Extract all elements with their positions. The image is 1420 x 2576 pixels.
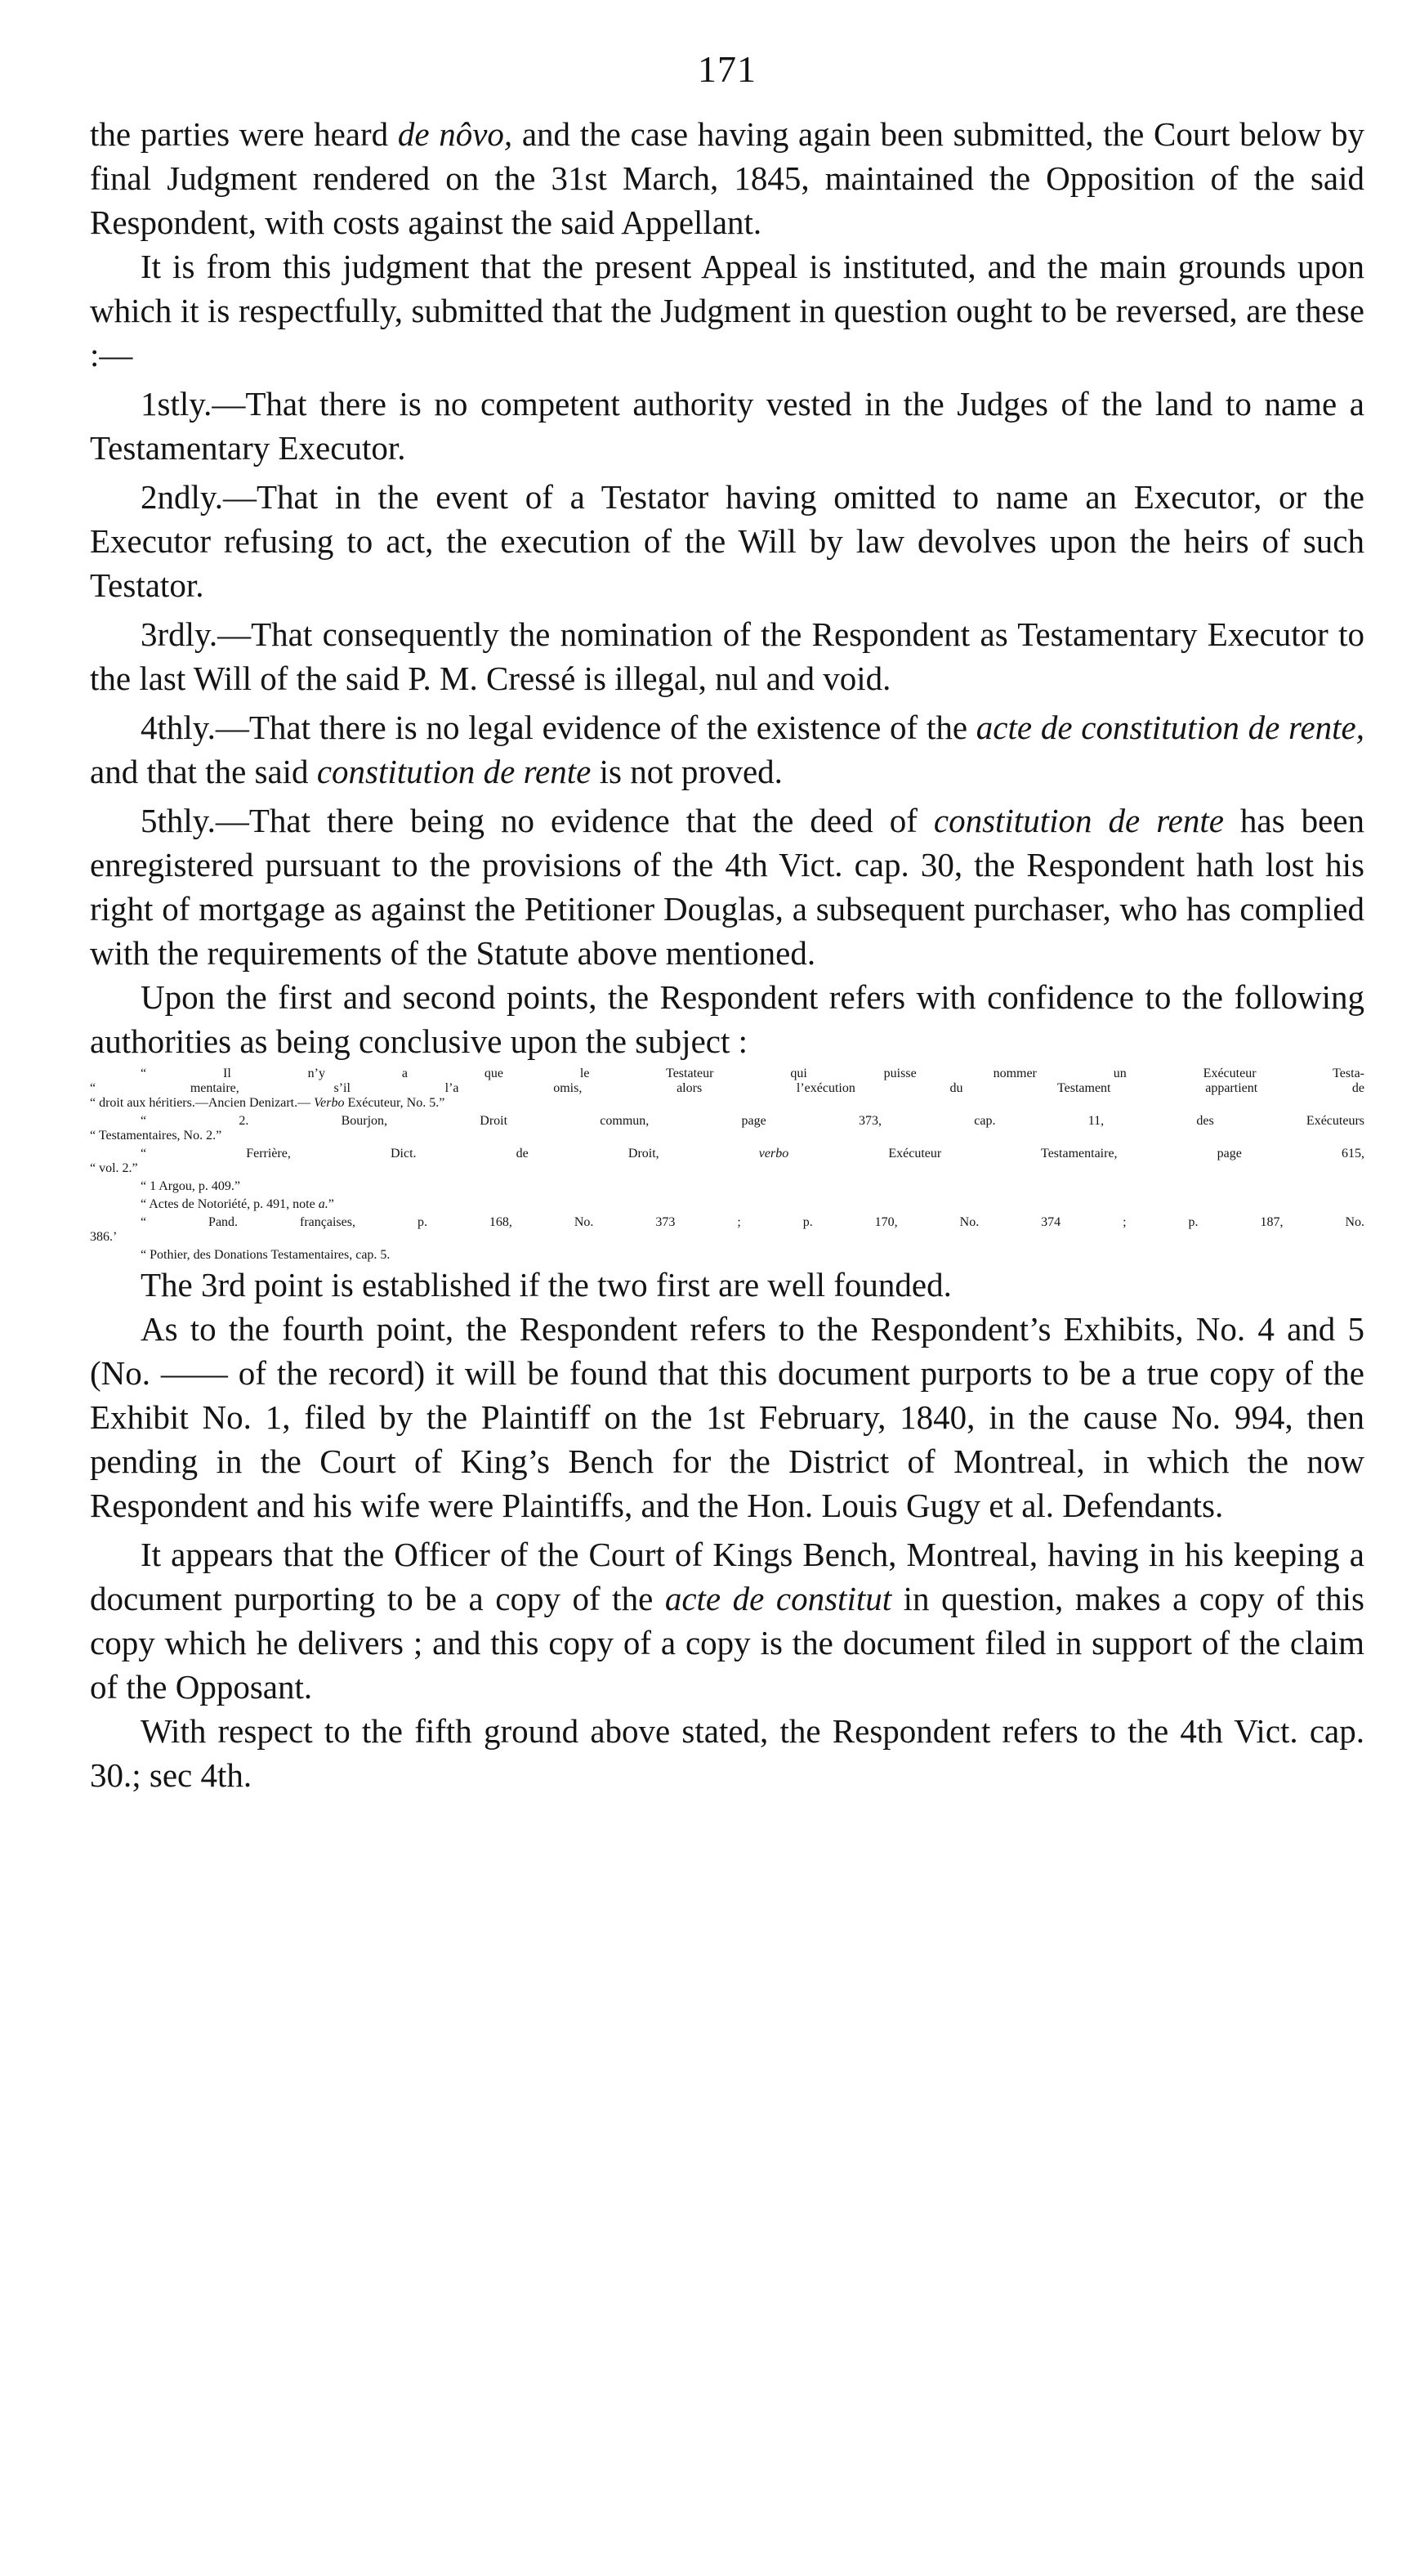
quote-line: “ vol. 2.” <box>90 1161 138 1175</box>
italic-phrase: constitution de rente <box>933 802 1224 839</box>
quote-text: “ droit aux héritiers.—Ancien Denizart.— <box>90 1096 315 1110</box>
paragraph-grounds-intro: It is from this judgment that the present Appeal is instituted, and the main grounds upon which it is respectfully, submitted that the Judgment in question ought to be reversed, are these :— <box>90 248 1364 373</box>
paragraph-text: and that the said <box>90 753 317 790</box>
paragraph-text: 4thly.—That there is no legal evidence of the existence of the <box>141 709 968 746</box>
quote-bourjon <box>90 1114 1364 1143</box>
paragraph-text: is not proved. <box>591 753 783 790</box>
italic-phrase: acte de constitut <box>664 1580 892 1617</box>
paragraph-text: It appears that the Officer of the Court of Kings Bench, Montreal, having in his keeping a document purporting to be a copy of the <box>90 1536 1364 1617</box>
quote-line: “ mentaire, s’il l’a omis, alors l’exécution du Testament appartient de <box>90 1081 1364 1095</box>
paragraph-ground-3: 3rdly.—That consequently the nomination of the Respondent as Testamentary Executor to the last Will of the said P. M. Cressé is illegal, nul and void. <box>90 615 1364 697</box>
paragraph-text: in question, makes a copy of this copy which he delivers ; and this copy of a copy is the document filed in support of the claim of the Opposant. <box>90 1580 1365 1706</box>
quote-line: “ Pothier, des Donations Testamentaires, cap. 5. <box>141 1248 391 1262</box>
paragraph-ground-5 <box>90 798 1364 975</box>
quote-pothier <box>90 1248 1364 1263</box>
quote-line: “ Il n’y a que le Testateur qui puisse nommer un Exécuteur Testa- <box>141 1067 1364 1080</box>
quote-actes-notoriete <box>90 1197 1364 1212</box>
quote-text: “ Actes de Notoriété, p. 491, note <box>141 1197 319 1211</box>
italic-phrase: a. <box>318 1197 328 1211</box>
paragraph-text: has been enregistered pursuant to the provisions of the 4th Vict. cap. 30, the Respondent hath lost his right of mortgage as against the Petitioner Douglas, a subsequent purchaser, who has complied with the requirements of the Statute above mentioned. <box>90 802 1364 972</box>
quote-line <box>90 1197 1364 1212</box>
paragraph-text: and the case having again been submitted, the Court below by final Judgment rendered on the 31st March, 1845, maintained the Opposition of the said Respondent, with costs against the said Appellant. <box>90 115 1364 241</box>
quote-pandectes <box>90 1215 1364 1245</box>
quote-ferriere <box>90 1147 1364 1176</box>
quote-line: “ 2. Bourjon, Droit commun, page 373, cap. 11, des Exécuteurs <box>141 1114 1364 1128</box>
quote-line <box>90 1147 1364 1161</box>
italic-phrase: acte de constitution de rente, <box>976 709 1365 746</box>
quote-argou <box>90 1179 1364 1194</box>
paragraph-fourth-point: As to the fourth point, the Respondent refers to the Respondent’s Exhibits, No. 4 and 5 (No. —— of the record) it will be found that this document purports to be a true copy of the Exhibit No. 1, filed by the Plaintiff on the 1st February, 1840, in the cause No. 994, then pending in the Court of King’s Bench for the District of Montreal, in which the now Respondent and his wife were Plaintiffs, and the Hon. Louis Gugy et al. Defendants. <box>90 1310 1364 1524</box>
paragraph-text: the parties were heard <box>90 115 398 153</box>
quote-text: Exécuteur, No. 5.” <box>344 1096 445 1110</box>
quote-line <box>90 1096 1364 1111</box>
quote-text: ” <box>328 1197 334 1211</box>
paragraph-text: 5thly.—That there being no evidence that the deed of <box>141 802 934 839</box>
paragraph-authorities-intro: Upon the first and second points, the Respondent refers with confidence to the following authorities as being conclusive upon the subject : <box>90 978 1364 1060</box>
paragraph-continuation <box>90 112 1364 244</box>
paragraph-ground-4 <box>90 705 1364 794</box>
italic-phrase: de nôvo, <box>397 115 513 153</box>
paragraph-ground-1: 1stly.—That there is no competent authority vested in the Judges of the land to name a Testamentary Executor. <box>90 385 1364 467</box>
italic-phrase: constitution de rente <box>316 753 592 790</box>
quote-text: Exécuteur Testamentaire, page 615, <box>788 1147 1365 1161</box>
paragraph-fifth-ground: With respect to the fifth ground above stated, the Respondent refers to the 4th Vict. cap. 30.; sec 4th. <box>90 1712 1364 1794</box>
paragraph-officer-copy <box>90 1532 1364 1709</box>
quote-line: “ Pand. françaises, p. 168, No. 373 ; p. 170, No. 374 ; p. 187, No. <box>141 1215 1364 1229</box>
italic-phrase: verbo <box>758 1147 789 1161</box>
document-page <box>90 45 1364 1797</box>
page-number: 171 <box>698 48 757 90</box>
italic-phrase: Verbo <box>314 1096 345 1110</box>
quote-line: “ Testamentaires, No. 2.” <box>90 1129 222 1143</box>
quote-denizart <box>90 1067 1364 1111</box>
quote-line: 386.’ <box>90 1230 118 1244</box>
paragraph-ground-2: 2ndly.—That in the event of a Testator having omitted to name an Executor, or the Executor refusing to act, the execution of the Will by law devolves upon the heirs of such Testator. <box>90 478 1364 604</box>
quote-line: “ 1 Argou, p. 409.” <box>141 1179 240 1193</box>
paragraph-third-point: The 3rd point is established if the two first are well founded. <box>141 1266 952 1304</box>
quote-text: “ Ferrière, Dict. de Droit, <box>141 1147 759 1161</box>
